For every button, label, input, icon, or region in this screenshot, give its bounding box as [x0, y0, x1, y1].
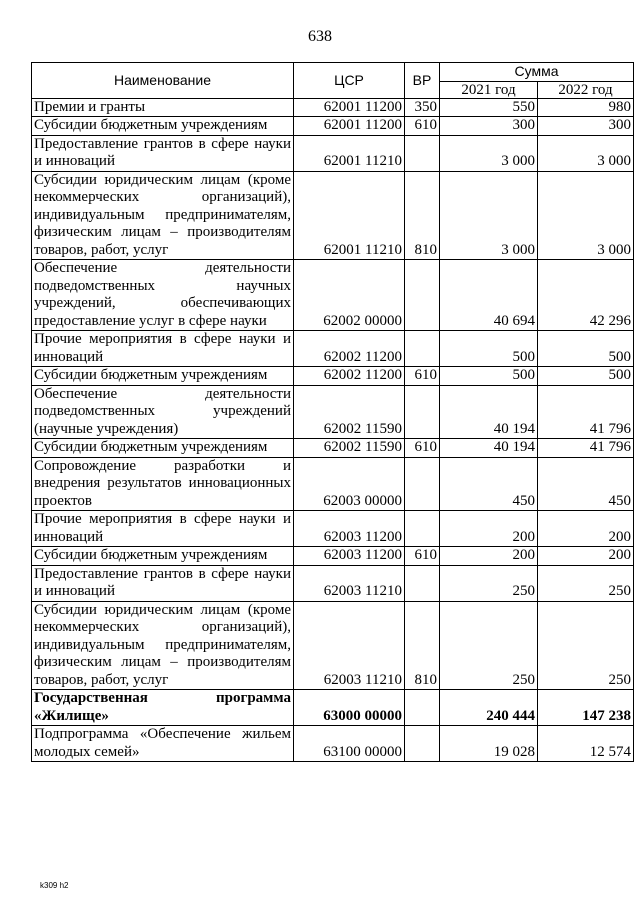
header-csr: ЦСР [294, 63, 405, 99]
row-name: Предоставление грантов в сфере науки и инноваций [32, 565, 294, 601]
row-name: Сопровождение разработки и внедрения результатов инновационных проектов [32, 457, 294, 511]
header-2021: 2021 год [440, 81, 538, 98]
header-vr: ВР [405, 63, 440, 99]
row-vr [405, 385, 440, 439]
table-row [32, 331, 634, 367]
table-row [32, 98, 634, 117]
row-csr: 62002 11590 [294, 439, 405, 458]
table-row [32, 439, 634, 458]
row-name: Подпрограмма «Обеспечение жильем молодых семей» [32, 726, 294, 762]
row-2022: 500 [538, 367, 634, 386]
row-2022: 200 [538, 547, 634, 566]
row-vr [405, 690, 440, 726]
row-csr: 62002 00000 [294, 260, 405, 331]
row-vr: 350 [405, 98, 440, 117]
table-row [32, 367, 634, 386]
row-vr [405, 511, 440, 547]
table-row [32, 135, 634, 171]
row-vr [405, 457, 440, 511]
row-2021: 250 [440, 565, 538, 601]
row-2021: 19 028 [440, 726, 538, 762]
row-2022: 450 [538, 457, 634, 511]
row-2022: 200 [538, 511, 634, 547]
row-csr: 62001 11210 [294, 135, 405, 171]
row-vr [405, 331, 440, 367]
row-2022: 41 796 [538, 439, 634, 458]
row-name: Обеспечение деятельности подведомственных научных учреждений, обеспечивающих предоставление услуг в сфере науки [32, 260, 294, 331]
row-csr: 62002 11590 [294, 385, 405, 439]
row-2022: 41 796 [538, 385, 634, 439]
row-vr [405, 726, 440, 762]
row-vr [405, 565, 440, 601]
row-vr: 610 [405, 547, 440, 566]
row-name: Субсидии бюджетным учреждениям [32, 367, 294, 386]
row-csr: 62003 00000 [294, 457, 405, 511]
row-csr: 62003 11210 [294, 565, 405, 601]
row-name: Субсидии юридическим лицам (кроме некоммерческих организаций), индивидуальным предпринимателям, физическим лицам – производителям товаров, работ, услуг [32, 171, 294, 260]
row-csr: 62002 11200 [294, 331, 405, 367]
table-row [32, 726, 634, 762]
row-2022: 42 296 [538, 260, 634, 331]
table-row [32, 385, 634, 439]
row-vr: 610 [405, 439, 440, 458]
row-name: Премии и гранты [32, 98, 294, 117]
row-csr: 62003 11200 [294, 511, 405, 547]
row-name: Прочие мероприятия в сфере науки и инноваций [32, 511, 294, 547]
row-2021: 450 [440, 457, 538, 511]
row-2021: 200 [440, 547, 538, 566]
row-2021: 3 000 [440, 171, 538, 260]
header-name: Наименование [32, 63, 294, 99]
row-csr: 62003 11200 [294, 547, 405, 566]
row-2022: 250 [538, 565, 634, 601]
row-vr: 610 [405, 367, 440, 386]
row-name: Государственная программа «Жилище» [32, 690, 294, 726]
row-2021: 3 000 [440, 135, 538, 171]
row-2022: 500 [538, 331, 634, 367]
page-number: 638 [308, 28, 332, 45]
row-2021: 240 444 [440, 690, 538, 726]
row-2021: 40 194 [440, 439, 538, 458]
row-2021: 500 [440, 331, 538, 367]
row-2022: 3 000 [538, 135, 634, 171]
row-csr: 62001 11200 [294, 98, 405, 117]
row-name: Обеспечение деятельности подведомственных учреждений (научные учреждения) [32, 385, 294, 439]
row-2022: 147 238 [538, 690, 634, 726]
row-vr: 810 [405, 601, 440, 690]
row-name: Субсидии бюджетным учреждениям [32, 547, 294, 566]
row-csr: 62001 11210 [294, 171, 405, 260]
row-name: Прочие мероприятия в сфере науки и инноваций [32, 331, 294, 367]
budget-table [31, 62, 634, 762]
table-row [32, 511, 634, 547]
row-vr: 810 [405, 171, 440, 260]
row-2022: 3 000 [538, 171, 634, 260]
table-row [32, 457, 634, 511]
table-row [32, 260, 634, 331]
row-vr: 610 [405, 117, 440, 136]
header-2022: 2022 год [538, 81, 634, 98]
row-name: Предоставление грантов в сфере науки и инноваций [32, 135, 294, 171]
row-vr [405, 260, 440, 331]
row-name: Субсидии бюджетным учреждениям [32, 117, 294, 136]
row-2021: 300 [440, 117, 538, 136]
row-2021: 550 [440, 98, 538, 117]
row-2022: 980 [538, 98, 634, 117]
row-csr: 62003 11210 [294, 601, 405, 690]
row-2022: 12 574 [538, 726, 634, 762]
row-2021: 200 [440, 511, 538, 547]
row-vr [405, 135, 440, 171]
table-row [32, 565, 634, 601]
header-sum: Сумма [440, 63, 634, 82]
row-csr: 63100 00000 [294, 726, 405, 762]
row-name: Субсидии бюджетным учреждениям [32, 439, 294, 458]
row-2021: 40 194 [440, 385, 538, 439]
table-row [32, 547, 634, 566]
table-body [32, 98, 634, 762]
table-row [32, 117, 634, 136]
row-csr: 63000 00000 [294, 690, 405, 726]
row-2021: 500 [440, 367, 538, 386]
row-2022: 250 [538, 601, 634, 690]
row-2021: 250 [440, 601, 538, 690]
table-row [32, 171, 634, 260]
row-csr: 62001 11200 [294, 117, 405, 136]
row-csr: 62002 11200 [294, 367, 405, 386]
row-name: Субсидии юридическим лицам (кроме некоммерческих организаций), индивидуальным предпринимателям, физическим лицам – производителям товаров, работ, услуг [32, 601, 294, 690]
table-row [32, 601, 634, 690]
table-row [32, 690, 634, 726]
row-2022: 300 [538, 117, 634, 136]
row-2021: 40 694 [440, 260, 538, 331]
footer-code: k309 h2 [40, 881, 69, 890]
